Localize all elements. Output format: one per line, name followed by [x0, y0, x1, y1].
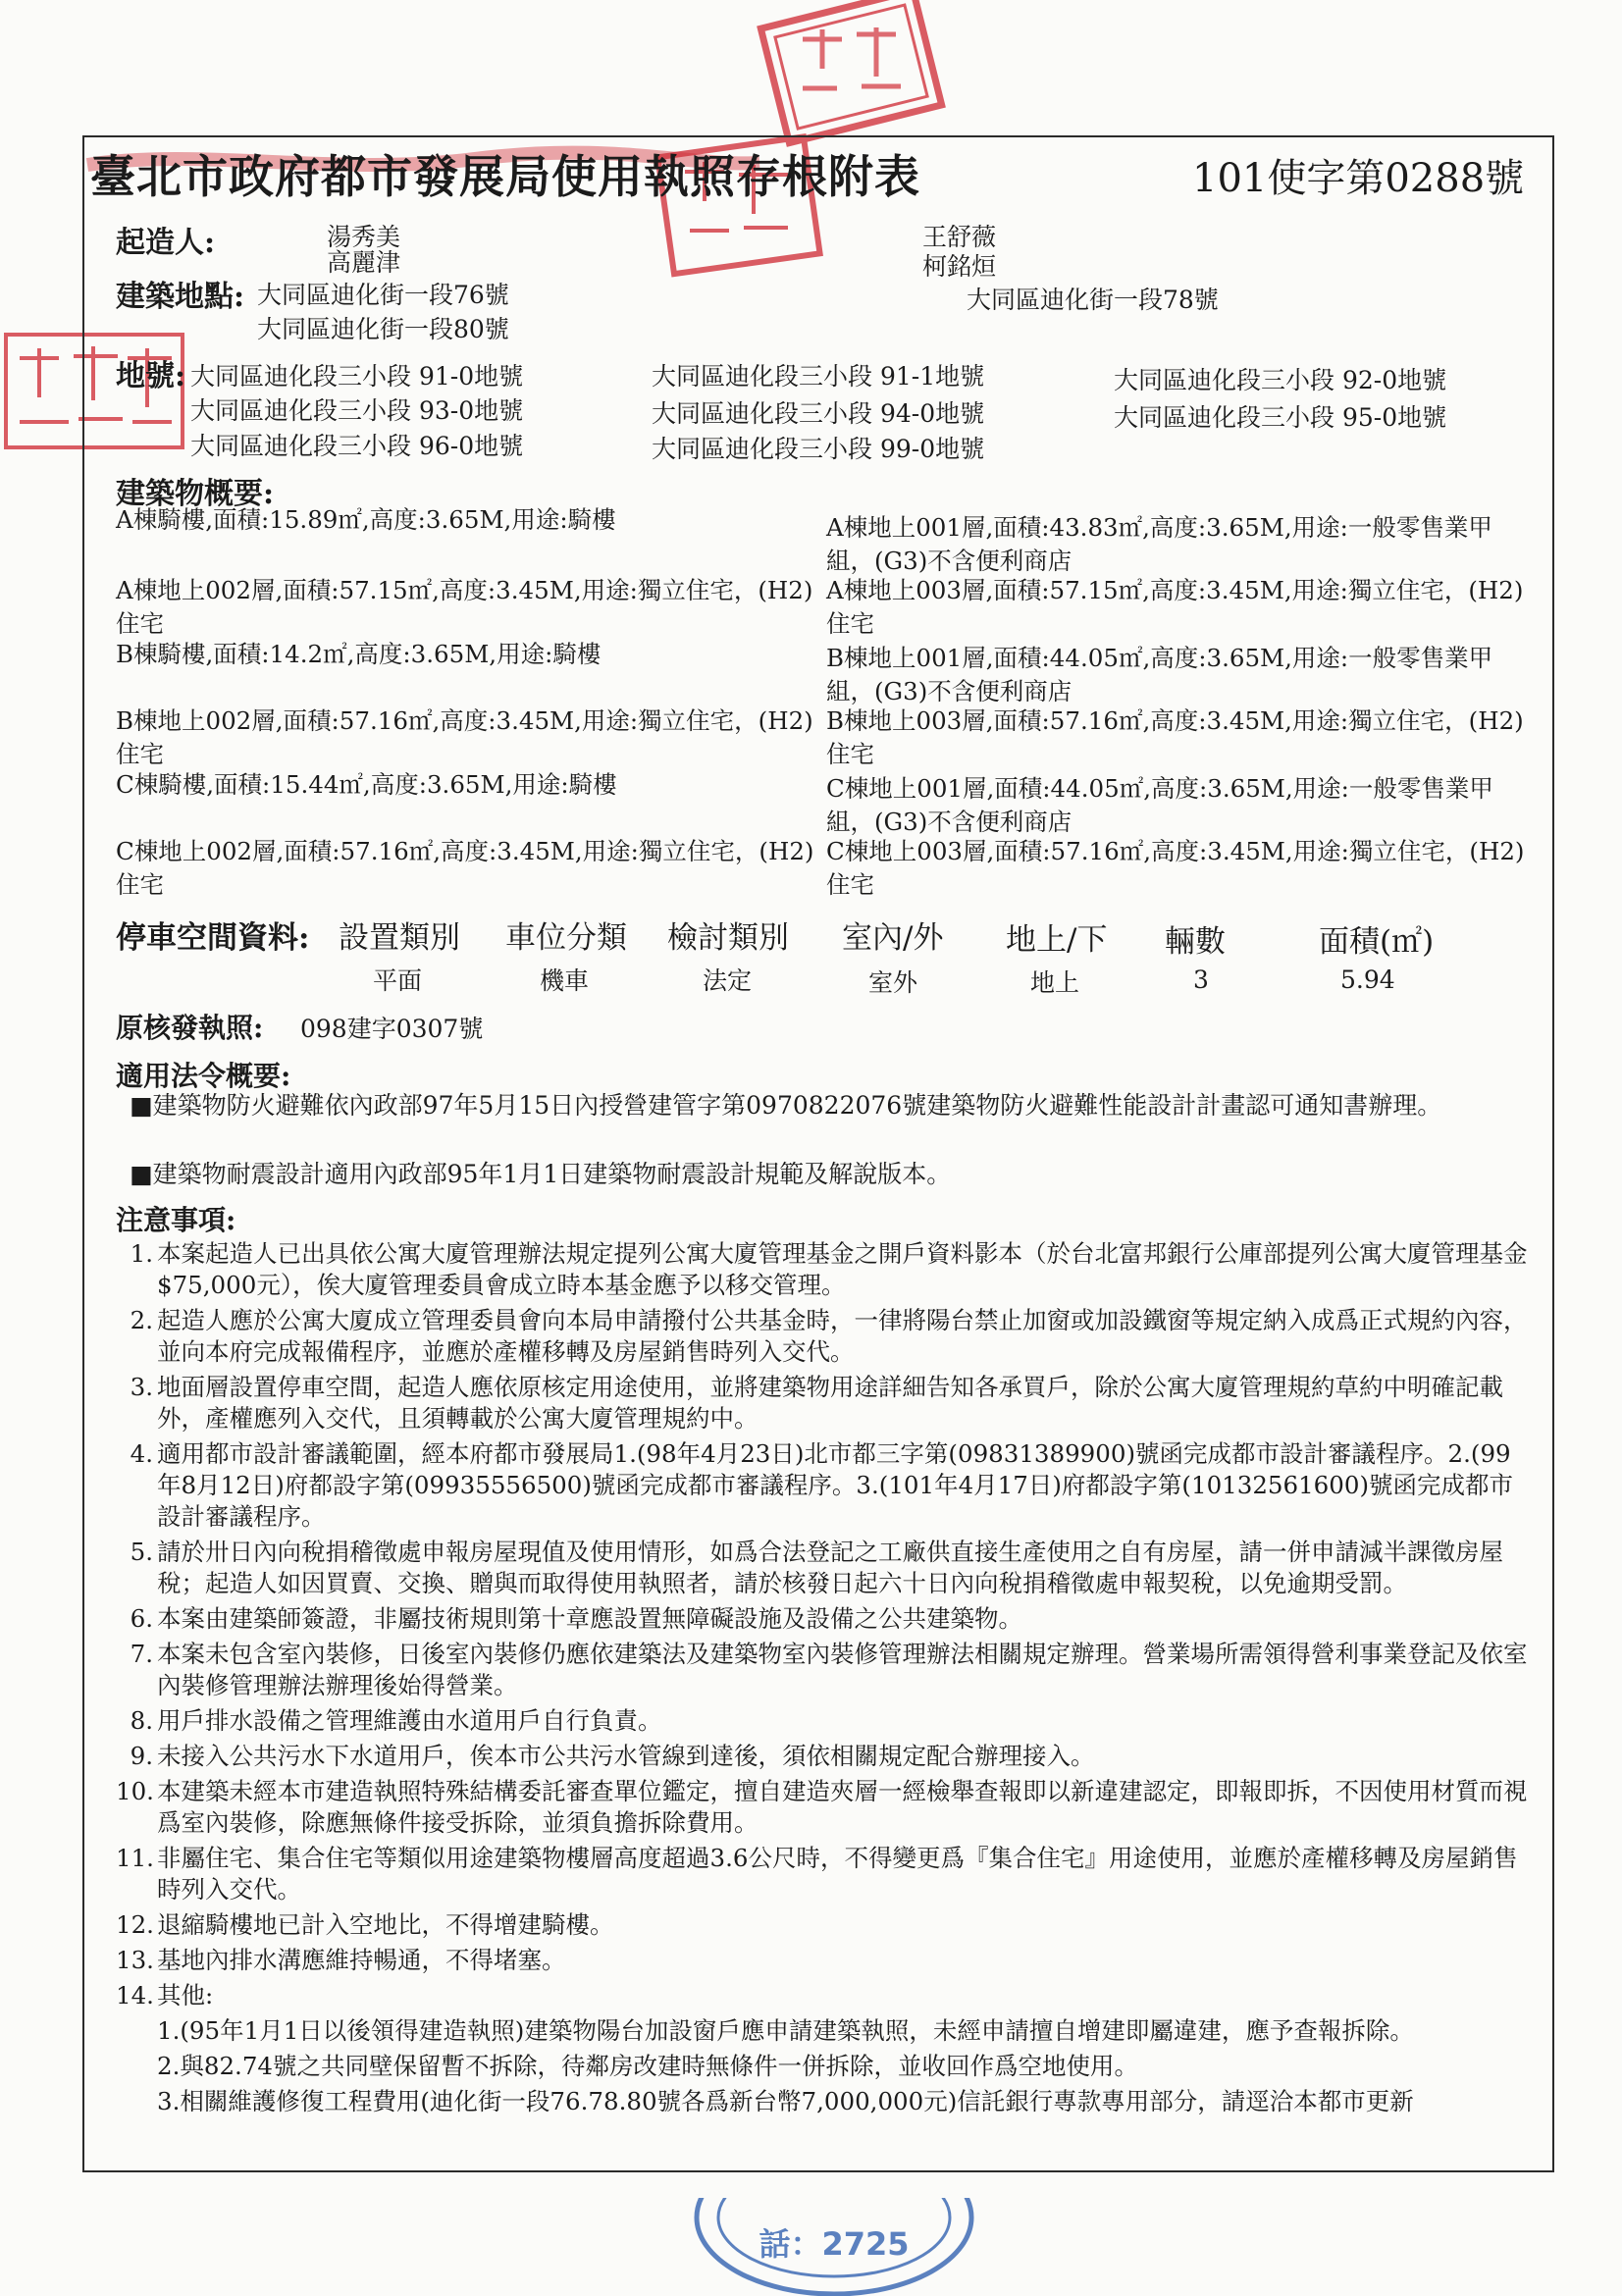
- note-item: 5. 請於卅日內向稅捐稽徵處申報房屋現值及使用情形，如爲合法登記之工廠供直接生產使用之自有房屋，請一併申請減半課徵房屋稅；起造人如因買賣、交換、贈與而取得使用執照者，請於核發日起六十日內向稅捐稽徵處申報契稅，以免逾期受罰。: [130, 1538, 1503, 1597]
- note-item: 14. 其他:: [116, 1981, 214, 2009]
- building-item: C棟騎樓,面積:15.44㎡,高度:3.65M,用途:騎樓: [116, 770, 617, 799]
- parking-value: 法定: [703, 966, 753, 995]
- note-item: 4. 適用都市設計審議範圍，經本府都市發展局1.(98年4月23日)北市都三字第(09831389900)號函完成都市設計審議程序。2.(99年8月12日)府都設字第(09935556500)號函完成都市審議程序。3.(101年4月17日)府都設字第(10132561600)號函完成都市設計審議程序。: [130, 1439, 1513, 1531]
- building-item: B棟地上003層,面積:57.16㎡,高度:3.45M,用途:獨立住宅，(H2)住宅: [826, 706, 1524, 768]
- note-other-item: 3.相關維護修復工程費用(迪化街一段76.78.80號各爲新台幣7,000,000元)信託銀行專款專用部分，請逕洽本都市更新: [157, 2087, 1414, 2115]
- parking-value: 平面: [373, 966, 423, 995]
- site-address: 大同區迪化街一段80號: [257, 315, 509, 343]
- lot-number: 大同區迪化段三小段 93-0地號: [190, 396, 524, 425]
- laws-label: 適用法令概要:: [116, 1060, 291, 1092]
- site-label: 建築地點:: [116, 280, 245, 314]
- lot-number: 大同區迪化段三小段 92-0地號: [1114, 366, 1447, 394]
- building-item: B棟地上002層,面積:57.16㎡,高度:3.45M,用途:獨立住宅，(H2)住宅: [116, 706, 813, 768]
- parking-header: 車位分類: [505, 920, 627, 956]
- parking-header: 面積(㎡): [1319, 924, 1435, 960]
- notes-list: [116, 1238, 1529, 2121]
- note-item: 12. 退縮騎樓地已計入空地比，不得增建騎樓。: [116, 1910, 614, 1939]
- lot-number: 大同區迪化段三小段 94-0地號: [652, 399, 985, 428]
- note-item: 1. 本案起造人已出具依公寓大廈管理辦法規定提列公寓大廈管理基金之開戶資料影本（於台北富邦銀行公庫部提列公寓大廈管理基金$75,000元），俟大廈管理委員會成立時本基金應予以移交管理。: [130, 1239, 1528, 1299]
- parking-label: 停車空間資料:: [116, 920, 310, 956]
- building-item: A棟地上002層,面積:57.15㎡,高度:3.45M,用途:獨立住宅，(H2)住宅: [116, 576, 813, 638]
- applicant-name: 柯銘烜: [922, 252, 997, 281]
- parking-value: 地上: [1030, 968, 1080, 997]
- parking-header: 室內/外: [842, 920, 944, 956]
- parking-value: 機車: [540, 966, 590, 995]
- building-item: A棟地上003層,面積:57.15㎡,高度:3.45M,用途:獨立住宅，(H2)住宅: [826, 576, 1524, 638]
- note-item: 6. 本案由建築師簽證，非屬技術規則第十章應設置無障礙設施及設備之公共建築物。: [130, 1604, 1022, 1633]
- original-permit-number: 098建字0307號: [300, 1015, 484, 1043]
- parking-header: 檢討類別: [667, 920, 789, 956]
- blue-seal-stamp-bottom: [687, 2198, 981, 2296]
- lot-label: 地號:: [116, 359, 186, 393]
- building-summary-label: 建築物概要:: [116, 477, 275, 511]
- notes-label: 注意事項:: [116, 1204, 236, 1236]
- document-title: 臺北市政府都市發展局使用執照存根附表: [90, 150, 920, 203]
- applicant-name: 湯秀美: [327, 223, 401, 251]
- note-item: 11. 非屬住宅、集合住宅等類似用途建築物樓層高度超過3.6公尺時，不得變更爲『集合住宅』用途使用，並應於產權移轉及房屋銷售時列入交代。: [116, 1844, 1518, 1904]
- parking-header: 地上/下: [1006, 922, 1108, 958]
- note-item: 13. 基地內排水溝應維持暢通，不得堵塞。: [116, 1946, 566, 1974]
- note-item: 2. 起造人應於公寓大廈成立管理委員會向本局申請撥付公共基金時，一律將陽台禁止加窗或加設鐵窗等規定納入成爲正式規約內容，並向本府完成報備程序，並應於產權移轉及房屋銷售時列入交代。: [130, 1306, 1528, 1366]
- applicant-name: 高麗津: [327, 248, 401, 277]
- parking-header: 輛數: [1165, 924, 1226, 960]
- note-item: 9. 未接入公共污水下水道用戶，俟本市公共污水管線到達後，須依相關規定配合辦理接入。: [130, 1742, 1095, 1770]
- parking-value: 5.94: [1340, 965, 1395, 994]
- permit-number: 101使字第0288號: [1192, 156, 1525, 201]
- note-item: 8. 用戶排水設備之管理維護由水道用戶自行負責。: [130, 1706, 662, 1735]
- note-item: 7. 本案未包含室內裝修，日後室內裝修仍應依建築法及建築物室內裝修管理辦法相關規定辦理。營業場所需領得營利事業登記及依室內裝修管理辦法辦理後始得營業。: [130, 1640, 1528, 1699]
- blue-stamp-text: 話：2725: [759, 2225, 910, 2263]
- building-item: A棟地上001層,面積:43.83㎡,高度:3.65M,用途:一般零售業甲組，(G3)不含便利商店: [826, 513, 1492, 575]
- note-other-item: 2.與82.74號之共同壁保留暫不拆除，待鄰房改建時無條件一併拆除，並收回作爲空地使用。: [157, 2052, 1139, 2080]
- parking-value: 室外: [868, 968, 918, 997]
- lot-number: 大同區迪化段三小段 91-0地號: [190, 362, 524, 391]
- lot-number: 大同區迪化段三小段 95-0地號: [1114, 403, 1447, 432]
- building-item: B棟騎樓,面積:14.2㎡,高度:3.65M,用途:騎樓: [116, 640, 602, 668]
- building-item: C棟地上002層,面積:57.16㎡,高度:3.45M,用途:獨立住宅，(H2)住宅: [116, 837, 814, 899]
- lot-number: 大同區迪化段三小段 96-0地號: [190, 432, 524, 460]
- site-address: 大同區迪化街一段78號: [967, 286, 1219, 314]
- applicant-name: 王舒薇: [922, 223, 997, 251]
- lot-number: 大同區迪化段三小段 99-0地號: [652, 435, 985, 463]
- law-item: ■建築物耐震設計適用內政部95年1月1日建築物耐震設計規範及解說版本。: [130, 1160, 952, 1188]
- building-item: C棟地上001層,面積:44.05㎡,高度:3.65M,用途:一般零售業甲組，(G3)不含便利商店: [826, 774, 1493, 836]
- parking-value: 3: [1193, 965, 1209, 994]
- parking-header: 設置類別: [339, 920, 460, 956]
- applicant-label: 起造人:: [116, 226, 216, 260]
- original-permit-label: 原核發執照:: [116, 1012, 264, 1044]
- note-other-item: 1.(95年1月1日以後領得建造執照)建築物陽台加設窗戶應申請建築執照，未經申請擅自增建即屬違建，應予查報拆除。: [157, 2016, 1414, 2045]
- building-item: A棟騎樓,面積:15.89㎡,高度:3.65M,用途:騎樓: [116, 505, 616, 534]
- lot-number: 大同區迪化段三小段 91-1地號: [652, 362, 985, 391]
- building-item: C棟地上003層,面積:57.16㎡,高度:3.45M,用途:獨立住宅，(H2)住宅: [826, 837, 1525, 899]
- building-item: B棟地上001層,面積:44.05㎡,高度:3.65M,用途:一般零售業甲組，(G3)不含便利商店: [826, 644, 1493, 705]
- law-item: ■建築物防火避難依內政部97年5月15日內授營建管字第0970822076號建築物防火避難性能設計計畫認可通知書辦理。: [130, 1091, 1442, 1120]
- note-item: 3. 地面層設置停車空間，起造人應依原核定用途使用，並將建築物用途詳細告知各承買戶，除於公寓大廈管理規約草約中明確記載外，產權應列入交代，且須轉載於公寓大廈管理規約中。: [130, 1373, 1503, 1433]
- site-address: 大同區迪化街一段76號: [257, 281, 509, 309]
- note-item: 10. 本建築未經本市建造執照特殊結構委託審查單位鑑定，擅自建造夾層一經檢舉查報即以新違建認定，即報即拆，不因使用材質而視爲室內裝修，除應無條件接受拆除，並須負擔拆除費用。: [116, 1777, 1528, 1837]
